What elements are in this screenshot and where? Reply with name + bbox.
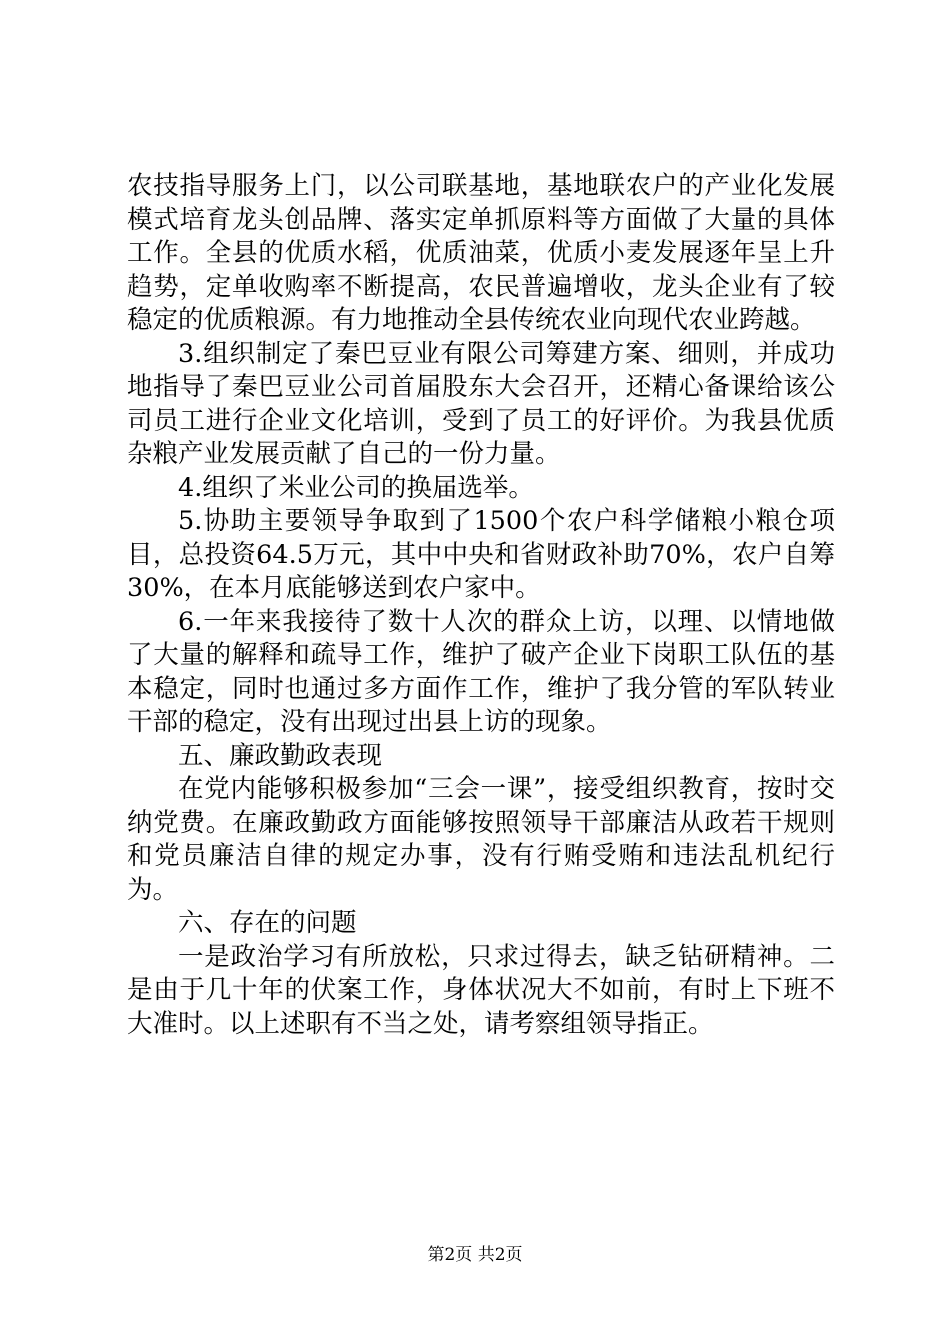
paragraph-item-3: 3.组织制定了秦巴豆业有限公司筹建方案、细则，并成功地指导了秦巴豆业公司首届股东大会召开，还精心备课给该公司员工进行企业文化培训，受到了员工的好评价。为我县优质杂粮产业发展贡献了自己的一份力量。: [127, 338, 835, 469]
paragraph-continuation: 农技指导服务上门，以公司联基地，基地联农户的产业化发展模式培育龙头创品牌、落实定单抓原料等方面做了大量的具体工作。全县的优质水稻，优质油菜，优质小麦发展逐年呈上升趋势，定单收购率不断提高，农民普遍增收，龙头企业有了较稳定的优质粮源。有力地推动全县传统农业向现代农业跨越。: [127, 171, 835, 335]
paragraph-problems: 一是政治学习有所放松，只求过得去，缺乏钻研精神。二是由于几十年的伏案工作，身体状况大不如前，有时上下班不大准时。以上述职有不当之处，请考察组领导指正。: [127, 941, 835, 1039]
paragraph-item-4: 4.组织了米业公司的换届选举。: [178, 472, 534, 503]
page-number: 第2页 共2页: [427, 1245, 523, 1265]
section-heading-problems: 六、存在的问题: [178, 908, 357, 938]
document-body: [127, 170, 835, 1041]
paragraph-integrity: 在党内能够积极参加“三会一课”，接受组织教育，按时交纳党费。在廉政勤政方面能够按照领导干部廉洁从政若干规则和党员廉洁自律的规定办事，没有行贿受贿和违法乱机纪行为。: [127, 774, 835, 905]
paragraph-item-6: 6.一年来我接待了数十人次的群众上访，以理、以情地做了大量的解释和疏导工作，维护了破产企业下岗职工队伍的基本稳定，同时也通过多方面作工作，维护了我分管的军队转业干部的稳定，没有出现过出县上访的现象。: [127, 606, 835, 737]
page-footer: [0, 1244, 950, 1266]
paragraph-item-5: 5.协助主要领导争取到了1500个农户科学储粮小粮仓项目，总投资64.5万元，其中中央和省财政补助70%，农户自筹30%，在本月底能够送到农户家中。: [127, 506, 835, 603]
section-heading-integrity: 五、廉政勤政表现: [178, 740, 383, 771]
